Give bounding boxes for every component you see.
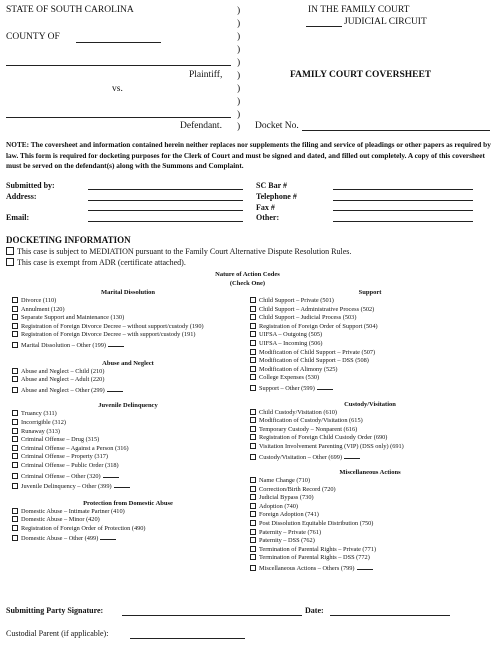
action-code-option[interactable] [12,314,244,323]
action-code-option[interactable] [12,516,244,525]
action-code-checkbox[interactable] [12,387,18,393]
action-code-checkbox[interactable] [12,368,18,374]
action-code-label: Criminal Offense – Other (320) [21,472,101,480]
action-code-checkbox[interactable] [250,565,256,571]
action-code-option[interactable] [250,563,490,574]
action-code-option[interactable] [250,477,490,486]
action-code-checkbox[interactable] [250,434,256,440]
group-title-protection: Protection from Domestic Abuse [83,499,173,507]
action-code-option[interactable] [250,503,490,512]
fax-label: Fax # [256,203,275,212]
circuit-field[interactable] [306,26,342,27]
action-code-checkbox[interactable] [250,511,256,517]
adr-exempt-checkbox[interactable] [6,258,14,266]
action-code-checkbox[interactable] [12,419,18,425]
sc-bar-label: SC Bar # [256,181,287,190]
action-code-checkbox[interactable] [12,410,18,416]
other-specify-field[interactable] [357,563,373,570]
group-marital [12,297,244,351]
action-code-label: Paternity – Private (761) [259,528,322,536]
action-code-option[interactable] [12,481,244,492]
action-code-label: Child Support – Private (501) [259,297,334,304]
action-code-option[interactable] [12,525,244,534]
action-code-option[interactable] [250,494,490,503]
action-code-label: Marital Dissolution – Other (199) [21,341,106,349]
action-code-option[interactable] [12,462,244,471]
action-code-option[interactable] [12,445,244,454]
action-code-label: Adoption (740) [259,502,299,510]
address-label: Address: [6,192,37,201]
action-code-label: Modification of Child Support – DSS (508) [259,357,369,365]
paren: ) [237,84,241,94]
action-code-option[interactable] [250,520,490,529]
action-code-label: UIFSA – Outgoing (505) [259,331,323,339]
action-code-checkbox[interactable] [250,443,256,449]
vs-label: vs. [112,84,123,94]
action-code-option[interactable] [250,554,490,563]
plaintiff-label: Plaintiff, [189,70,223,80]
action-code-label: Abuse and Neglect – Other (299) [21,386,105,394]
paren: ) [237,122,241,132]
action-code-checkbox[interactable] [12,453,18,459]
action-code-label: Child Support – Administrative Process (502) [259,305,375,313]
date-label: Date: [305,606,324,615]
date-field[interactable] [330,615,450,616]
circuit-label: JUDICIAL CIRCUIT [344,17,427,27]
action-code-checkbox[interactable] [12,297,18,303]
action-code-label: Incorrigible (312) [21,418,66,426]
paren: ) [237,97,241,107]
action-code-label: Judicial Bypass (730) [259,494,314,502]
group-support [250,297,490,394]
court-label: IN THE FAMILY COURT [308,5,410,15]
action-code-checkbox[interactable] [250,349,256,355]
codes-title: Nature of Action Codes [215,271,280,278]
paren: ) [237,110,241,120]
action-code-option[interactable] [12,340,244,351]
action-code-checkbox[interactable] [250,546,256,552]
action-code-label: Criminal Offense – Public Order (318) [21,461,119,469]
docket-label: Docket No. [255,121,299,131]
other-specify-field[interactable] [108,340,124,347]
paren: ) [237,19,241,29]
docket-field[interactable] [302,130,490,131]
codes-right-column [250,288,490,574]
action-code-checkbox[interactable] [250,323,256,329]
action-code-label: UIFSA – Incoming (506) [259,339,323,347]
action-code-checkbox[interactable] [12,331,18,337]
other-specify-field[interactable] [114,481,130,488]
action-code-option[interactable] [250,340,490,349]
action-code-option[interactable] [250,366,490,375]
action-code-option[interactable] [12,331,244,340]
action-code-option[interactable] [12,453,244,462]
action-code-checkbox[interactable] [250,306,256,312]
action-code-checkbox[interactable] [12,516,18,522]
action-code-checkbox[interactable] [250,374,256,380]
action-code-label: Domestic Abuse – Intimate Partner (410) [21,507,125,515]
action-code-checkbox[interactable] [250,366,256,372]
paren: ) [237,71,241,81]
action-code-checkbox[interactable] [12,376,18,382]
action-code-label: Support – Other (599) [259,384,315,392]
group-protection [12,508,244,544]
action-code-checkbox[interactable] [12,428,18,434]
action-code-option[interactable] [250,417,490,426]
action-code-option[interactable] [12,508,244,517]
action-code-label: Criminal Offense – Drug (315) [21,436,100,444]
group-title-abuse: Abuse and Neglect [102,359,154,367]
action-code-checkbox[interactable] [250,503,256,509]
action-code-label: Foreign Adoption (741) [259,511,319,519]
address-field-2[interactable] [88,210,243,211]
action-code-label: Abuse and Neglect – Adult (220) [21,376,105,384]
action-code-option[interactable] [250,323,490,332]
action-code-label: Registration of Foreign Child Custody Order (690) [259,434,388,442]
other-specify-field[interactable] [344,452,360,459]
action-code-checkbox[interactable] [250,297,256,303]
action-code-checkbox[interactable] [250,331,256,337]
action-code-label: Child Custody/Visitation (610) [259,408,337,416]
action-code-checkbox[interactable] [12,445,18,451]
action-code-label: Registration of Foreign Order of Protection (490) [21,524,146,532]
action-code-option[interactable] [12,306,244,315]
group-title-support: Support [358,289,382,296]
action-code-label: Correction/Birth Record (720) [259,485,336,493]
county-label: COUNTY OF [6,32,60,42]
codes-left-column [12,288,244,544]
action-code-checkbox[interactable] [250,314,256,320]
action-code-label: Registration of Foreign Divorce Decree – without support/custody (190) [21,322,204,330]
action-code-checkbox[interactable] [250,486,256,492]
action-code-option[interactable] [12,471,244,482]
docketing-heading: DOCKETING INFORMATION [6,235,131,245]
action-code-checkbox[interactable] [12,306,18,312]
paren: ) [237,58,241,68]
group-custody [250,409,490,463]
action-code-checkbox[interactable] [250,554,256,560]
action-code-label: Post Dissolution Equitable Distribution (750) [259,520,374,528]
action-code-checkbox[interactable] [250,537,256,543]
action-code-label: Paternity – DSS (762) [259,537,315,545]
action-code-label: Termination of Parental Rights – DSS (772) [259,554,370,562]
action-code-checkbox[interactable] [12,462,18,468]
action-code-option[interactable] [250,452,490,463]
action-code-option[interactable] [250,426,490,435]
other-specify-field[interactable] [103,471,119,478]
action-code-label: Truancy (311) [21,410,57,418]
sc-bar-field[interactable] [333,189,473,190]
action-code-checkbox[interactable] [12,525,18,531]
action-code-checkbox[interactable] [250,385,256,391]
paren: ) [237,45,241,55]
note-paragraph: NOTE: The coversheet and information contained herein neither replaces nor supplements the filing and service of pleadings or other papers as required by law. This form is required for docketing purposes for the Clerk of Court and must be signed and dated, and filled out completely. A copy of this coversheet must be served on the defendant(s) along with the Summons and Complaint. [6,140,491,170]
custodial-parent-field[interactable] [130,638,245,639]
mediation-option[interactable] [6,247,351,256]
action-code-option[interactable] [250,486,490,495]
defendant-name-field[interactable] [6,117,231,118]
group-juvenile [12,410,244,491]
action-code-checkbox[interactable] [12,535,18,541]
action-code-option[interactable] [250,383,490,394]
action-code-label: Custody/Visitation – Other (699) [259,453,343,461]
other-specify-field[interactable] [107,385,123,392]
group-title-custody: Custody/Visitation [344,400,396,408]
action-code-option[interactable] [250,357,490,366]
action-code-checkbox[interactable] [250,340,256,346]
action-code-label: Criminal Offense – Property (317) [21,453,108,461]
action-code-option[interactable] [250,331,490,340]
other-label: Other: [256,213,280,222]
action-code-option[interactable] [250,374,490,383]
group-abuse [12,368,244,396]
action-code-label: Modification of Custody/Visitation (615) [259,417,363,425]
action-code-label: Annulment (120) [21,305,65,313]
mediation-checkbox[interactable] [6,247,14,255]
email-label: Email: [6,213,30,222]
mediation-text: This case is subject to MEDIATION pursuant to the Family Court Alternative Dispute Resolution Rules. [17,247,352,256]
submitted-by-label: Submitted by: [6,181,55,190]
action-code-label: Domestic Abuse – Other (499) [21,535,99,543]
action-code-checkbox[interactable] [250,529,256,535]
action-code-option[interactable] [250,511,490,520]
action-code-option[interactable] [12,436,244,445]
action-code-option[interactable] [12,376,244,385]
action-code-option[interactable] [250,349,490,358]
action-code-option[interactable] [250,314,490,323]
adr-exempt-option[interactable] [6,258,186,267]
action-code-option[interactable] [250,537,490,546]
form-title: FAMILY COURT COVERSHEET [290,70,432,80]
action-code-checkbox[interactable] [250,417,256,423]
codes-subtitle: (Check One) [229,280,266,287]
custodial-parent-label: Custodial Parent (if applicable): [6,629,109,638]
action-code-label: Juvenile Delinquency – Other (399) [21,483,112,491]
action-code-label: Temporary Custody – Nonparent (616) [259,425,358,433]
other-specify-field[interactable] [100,533,116,540]
action-code-label: Criminal Offense – Against a Person (316) [21,444,129,452]
action-code-option[interactable] [250,546,490,555]
action-code-label: Registration of Foreign Divorce Decree – with support/custody (191) [21,331,196,339]
action-code-checkbox[interactable] [12,323,18,329]
fax-field[interactable] [333,210,473,211]
group-title-marital: Marital Dissolution [101,289,155,296]
action-code-option[interactable] [12,533,244,544]
action-code-label: Child Support – Judicial Process (503) [259,314,357,322]
action-code-label: Separate Support and Maintenance (130) [21,314,125,322]
action-code-checkbox[interactable] [250,520,256,526]
action-code-label: Runaway (313) [21,427,60,435]
action-code-checkbox[interactable] [12,473,18,479]
action-code-checkbox[interactable] [12,314,18,320]
paren: ) [237,6,241,16]
address-field[interactable] [88,200,243,201]
action-code-option[interactable] [12,419,244,428]
action-code-option[interactable] [12,410,244,419]
action-code-checkbox[interactable] [12,342,18,348]
action-code-option[interactable] [250,443,490,452]
action-code-option[interactable] [250,306,490,315]
adr-exempt-text: This case is exempt from ADR (certificate attached). [17,258,186,267]
submitted-by-field[interactable] [88,189,243,190]
action-code-option[interactable] [250,297,490,306]
action-code-label: College Expenses (530) [259,374,320,382]
other-specify-field[interactable] [317,383,333,390]
action-code-checkbox[interactable] [250,357,256,363]
action-code-checkbox[interactable] [250,494,256,500]
action-code-label: Termination of Parental Rights – Private (771) [259,545,377,553]
group-misc [250,477,490,574]
action-code-label: Domestic Abuse – Minor (420) [21,516,100,524]
action-code-checkbox[interactable] [250,426,256,432]
action-code-label: Visitation Involvement Parenting (VIP) (DSS only) (691) [259,442,404,450]
action-code-option[interactable] [12,323,244,332]
state-label: STATE OF SOUTH CAROLINA [6,5,134,15]
group-title-juvenile: Juvenile Delinquency [98,402,158,410]
email-field[interactable] [88,221,243,222]
county-field[interactable] [76,42,161,43]
action-code-label: Abuse and Neglect – Child (210) [21,367,105,375]
action-code-label: Divorce (110) [21,297,57,304]
action-code-checkbox[interactable] [12,436,18,442]
defendant-label: Defendant. [180,121,222,131]
action-code-checkbox[interactable] [12,508,18,514]
action-code-label: Registration of Foreign Order of Support (504) [259,322,378,330]
action-code-option[interactable] [250,434,490,443]
signature-field[interactable] [122,615,302,616]
action-code-label: Modification of Alimony (525) [259,365,338,373]
other-field[interactable] [333,221,473,222]
action-code-checkbox[interactable] [250,477,256,483]
plaintiff-name-field[interactable] [6,65,231,66]
telephone-label: Telephone # [256,192,297,201]
action-code-checkbox[interactable] [250,409,256,415]
group-title-misc: Miscellaneous Actions [339,469,401,477]
telephone-field[interactable] [333,200,473,201]
action-code-option[interactable] [12,368,244,377]
paren: ) [237,32,241,42]
action-code-option[interactable] [12,428,244,437]
action-code-label: Miscellaneous Actions – Others (799) [259,565,355,573]
action-code-option[interactable] [250,409,490,418]
action-code-label: Name Change (710) [259,477,311,485]
action-code-checkbox[interactable] [250,454,256,460]
action-code-option[interactable] [250,529,490,538]
action-code-option[interactable] [12,385,244,396]
action-code-checkbox[interactable] [12,483,18,489]
action-code-option[interactable] [12,297,244,306]
action-code-label: Modification of Child Support – Private (507) [259,348,376,356]
signature-label: Submitting Party Signature: [6,606,104,615]
